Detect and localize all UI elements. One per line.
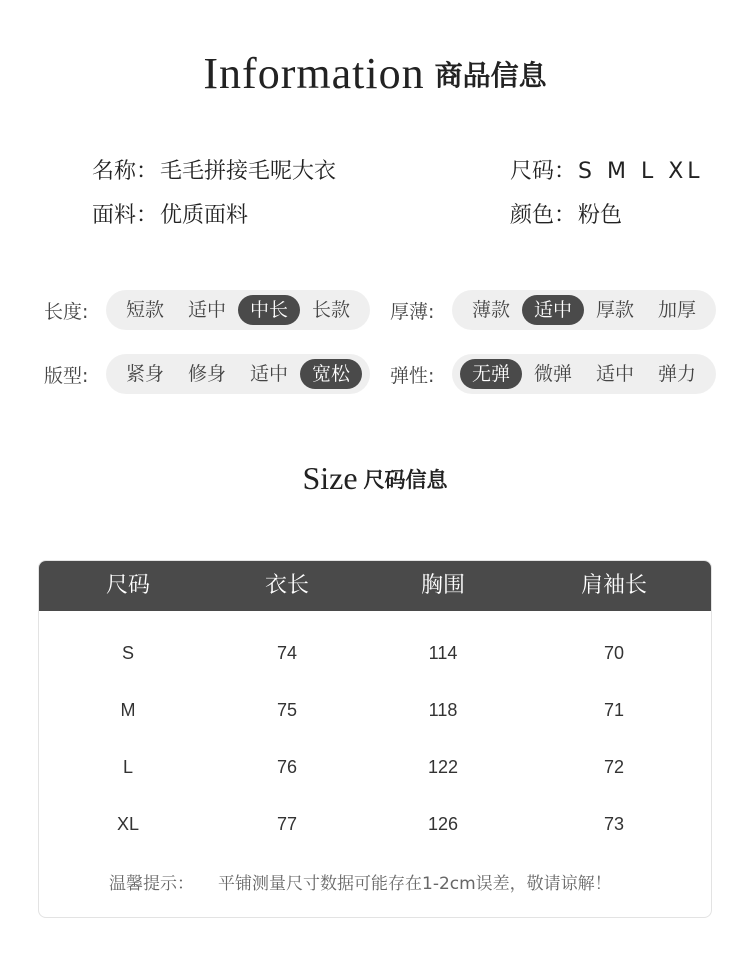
table-cell: XL	[116, 814, 140, 834]
fabric-value: 优质面料	[160, 203, 249, 228]
attr-option: 紧身	[125, 363, 164, 385]
table-row	[39, 682, 711, 739]
attr-label: 弹性:	[390, 364, 435, 387]
attr-option: 适中	[595, 363, 634, 385]
attr-option: 宽松	[300, 359, 362, 389]
name-value: 毛毛拼接毛呢大衣	[160, 159, 337, 184]
size-title-english: Size	[302, 460, 358, 496]
table-cell: 126	[427, 814, 459, 834]
table-cell: L	[122, 757, 133, 777]
info-color	[510, 198, 622, 229]
measurement-note	[109, 869, 612, 894]
attr-option: 短款	[125, 299, 164, 321]
title-english: Information	[203, 49, 425, 98]
table-row	[39, 796, 711, 853]
table-header	[39, 561, 711, 611]
size-value: S M L XL	[578, 159, 704, 184]
attr-fit	[44, 354, 370, 394]
column-header: 肩袖长	[580, 573, 647, 598]
size-label: 尺码：	[510, 159, 577, 184]
attr-options	[106, 290, 370, 330]
size-table	[38, 560, 712, 918]
attr-option: 微弹	[533, 363, 572, 385]
table-cell: 71	[603, 700, 625, 720]
table-cell: 73	[603, 814, 625, 834]
table-cell: 76	[276, 757, 298, 777]
info-size	[510, 154, 704, 185]
attr-option: 中长	[238, 295, 300, 325]
attr-label: 长度:	[44, 300, 89, 323]
attr-options	[452, 354, 716, 394]
note-text: 平铺测量尺寸数据可能存在1-2cm误差，敬请谅解！	[218, 874, 612, 894]
attr-length	[44, 290, 370, 330]
size-section-title	[0, 460, 750, 497]
table-cell: M	[120, 700, 136, 720]
name-label: 名称：	[92, 159, 159, 184]
attr-options	[106, 354, 370, 394]
attr-option: 长款	[311, 299, 350, 321]
column-header: 尺码	[105, 573, 150, 598]
info-fabric	[92, 198, 248, 229]
table-cell: 72	[603, 757, 625, 777]
attr-option: 薄款	[471, 299, 510, 321]
table-cell: 118	[428, 700, 458, 720]
attr-option: 适中	[522, 295, 584, 325]
note-label: 温馨提示：	[109, 874, 194, 894]
table-cell: 114	[428, 643, 458, 663]
column-header: 衣长	[264, 573, 309, 598]
attr-option: 修身	[187, 363, 226, 385]
table-cell: 70	[603, 643, 625, 663]
info-name	[92, 154, 336, 185]
attr-option: 适中	[187, 299, 226, 321]
table-cell: 74	[276, 643, 298, 663]
color-value: 粉色	[578, 203, 623, 228]
title-chinese: 商品信息	[434, 58, 547, 92]
attr-label: 厚薄:	[390, 300, 435, 323]
page-title	[0, 48, 750, 99]
table-row	[39, 739, 711, 796]
attr-options	[452, 290, 716, 330]
attr-option: 适中	[249, 363, 288, 385]
attr-option: 加厚	[657, 299, 696, 321]
column-header: 胸围	[420, 573, 465, 598]
attr-elasticity	[390, 354, 716, 394]
attr-option: 无弹	[460, 359, 522, 389]
table-cell: 122	[427, 757, 459, 777]
attr-option: 厚款	[595, 299, 634, 321]
table-cell: 75	[276, 700, 298, 720]
table-cell: S	[121, 643, 134, 663]
color-label: 颜色：	[510, 203, 577, 228]
table-row	[39, 625, 711, 682]
attr-thickness	[390, 290, 716, 330]
attr-label: 版型:	[44, 364, 89, 387]
attr-option: 弹力	[657, 363, 696, 385]
table-cell: 77	[276, 814, 298, 834]
fabric-label: 面料：	[92, 203, 159, 228]
table-body	[39, 611, 711, 853]
size-title-chinese: 尺码信息	[363, 467, 448, 492]
